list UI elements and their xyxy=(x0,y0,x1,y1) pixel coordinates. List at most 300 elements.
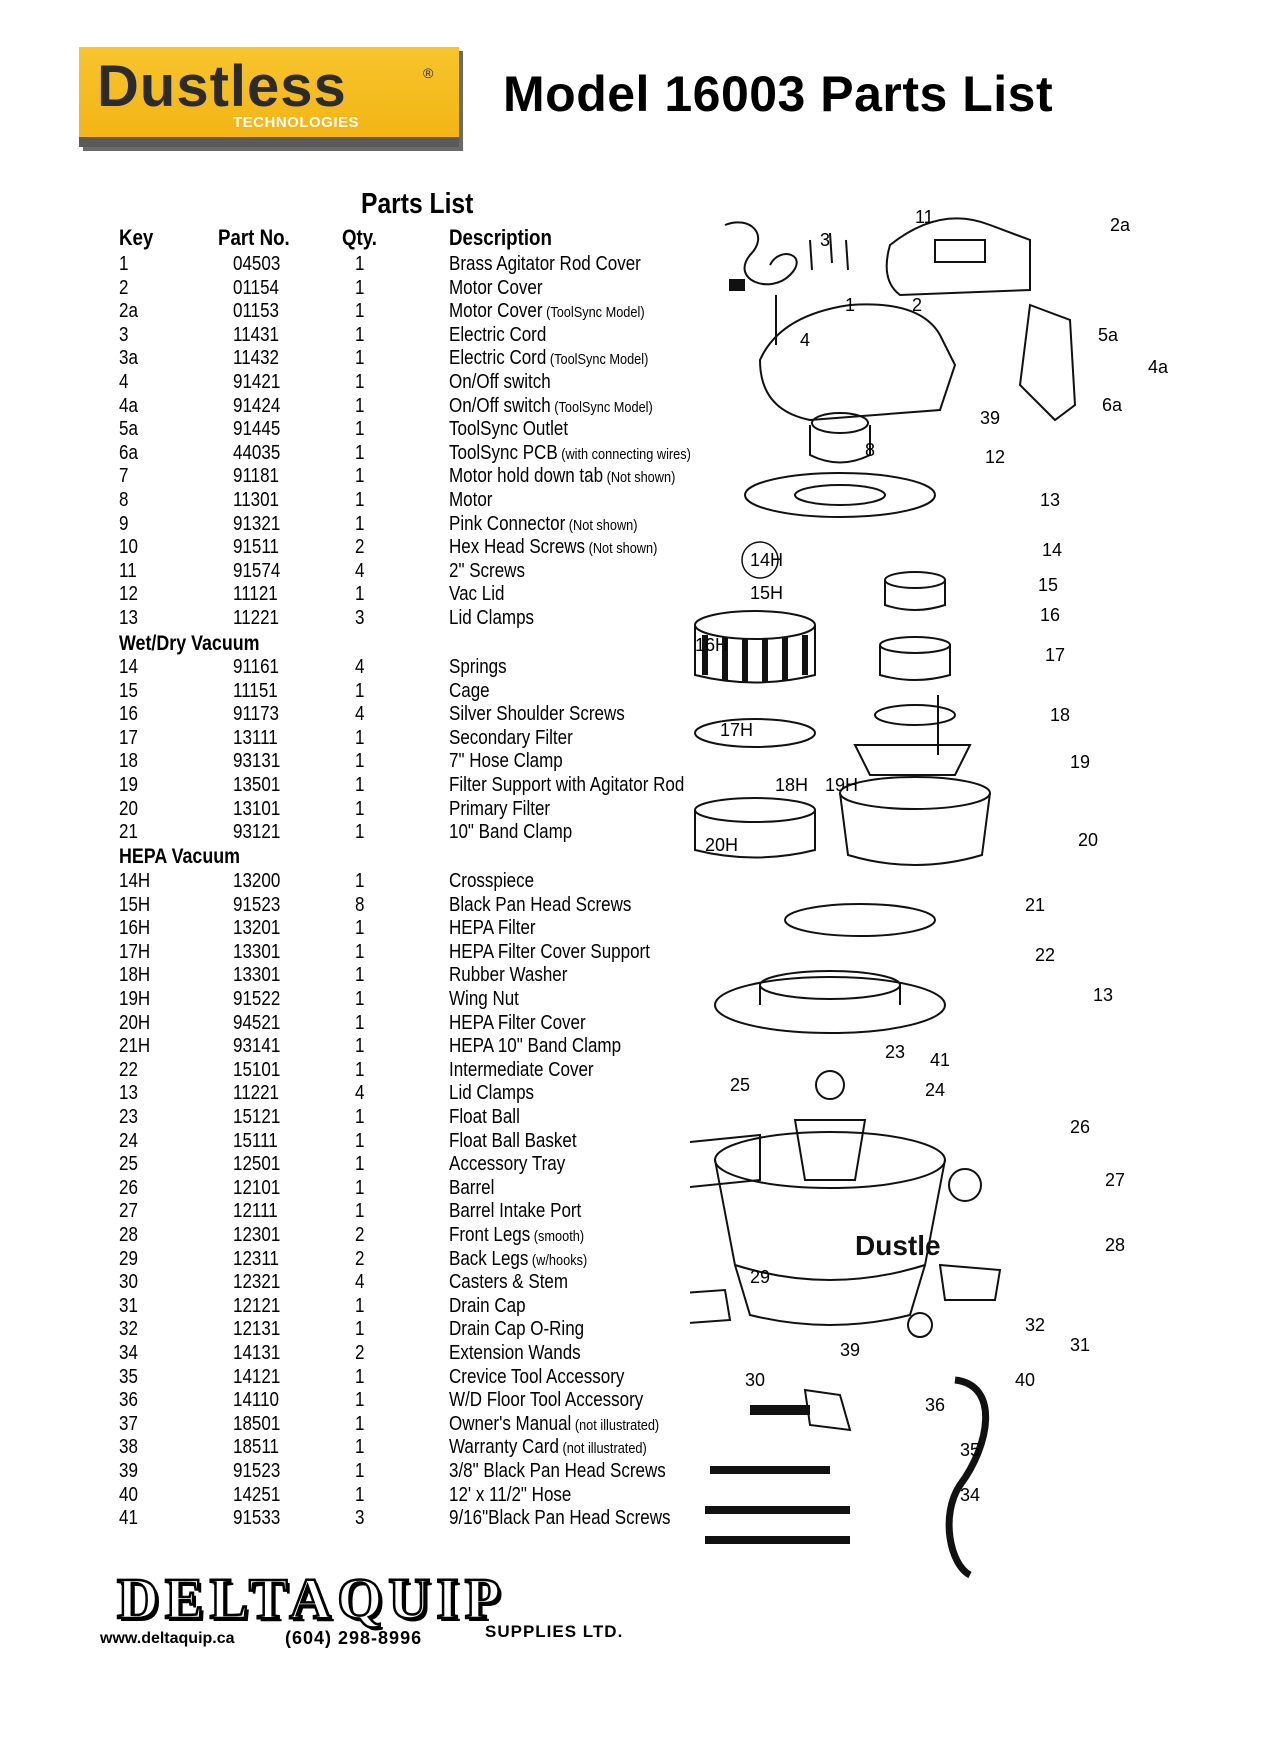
part-description: Motor Cover xyxy=(449,276,543,299)
part-qty: 4 xyxy=(355,703,365,726)
front-leg-drawing xyxy=(940,1265,1000,1300)
table-row xyxy=(0,703,720,726)
part-key: 2 xyxy=(119,276,129,299)
part-qty: 1 xyxy=(355,1389,365,1412)
exploded-parts-diagram xyxy=(690,185,1190,1605)
part-number: 14251 xyxy=(233,1483,281,1506)
callout-label: 12 xyxy=(985,447,1006,467)
table-row xyxy=(0,1153,720,1176)
part-note: (Not shown) xyxy=(603,469,676,487)
part-description: Drain Cap xyxy=(449,1294,526,1317)
part-number: 12111 xyxy=(233,1200,278,1223)
part-description: Pink Connector (Not shown) xyxy=(449,512,638,535)
part-key: 30 xyxy=(119,1271,138,1294)
part-qty: 1 xyxy=(355,1294,365,1317)
part-key: 13 xyxy=(119,607,138,629)
part-number: 14110 xyxy=(233,1389,280,1412)
part-qty: 4 xyxy=(355,656,365,678)
table-row xyxy=(0,1413,720,1436)
part-qty: 3 xyxy=(355,607,365,629)
part-description: Electric Cord (ToolSync Model) xyxy=(449,347,649,370)
intermediate-cover-drawing xyxy=(715,977,945,1033)
table-row xyxy=(0,1484,720,1507)
part-description: Secondary Filter xyxy=(449,726,573,749)
part-description: Float Ball Basket xyxy=(449,1129,577,1152)
part-description: Filter Support with Agitator Rod xyxy=(449,774,685,796)
part-number: 13201 xyxy=(233,917,281,940)
part-description: Float Ball xyxy=(449,1106,520,1128)
part-description: Warranty Card (not illustrated) xyxy=(449,1436,647,1459)
part-number: 91181 xyxy=(233,465,280,488)
deltaquip-subtitle: SUPPLIES LTD. xyxy=(485,1622,624,1641)
part-key: 14 xyxy=(119,656,138,678)
part-description: Electric Cord xyxy=(449,323,547,346)
part-qty: 1 xyxy=(355,870,365,892)
part-number: 12131 xyxy=(233,1318,281,1341)
table-row xyxy=(0,1507,720,1530)
part-description: 2" Screws xyxy=(449,559,525,582)
part-description: Barrel xyxy=(449,1176,495,1199)
part-number: 93121 xyxy=(233,821,281,844)
part-key: 28 xyxy=(119,1224,138,1246)
part-number: 18501 xyxy=(233,1412,281,1435)
part-key: 16 xyxy=(119,703,138,726)
part-qty: 2 xyxy=(355,1342,365,1364)
part-key: 36 xyxy=(119,1389,138,1412)
barrel-logo-text: Dustle xyxy=(855,1230,941,1261)
part-number: 15111 xyxy=(233,1129,278,1152)
callout-label: 17 xyxy=(1045,645,1066,665)
part-qty: 8 xyxy=(355,893,365,916)
part-qty: 1 xyxy=(355,1460,365,1482)
part-note: (not illustrated) xyxy=(571,1416,660,1434)
part-key: 12 xyxy=(119,583,138,606)
part-key: 31 xyxy=(119,1294,138,1317)
table-row xyxy=(0,1389,720,1412)
motor-cover-drawing xyxy=(760,304,955,420)
part-qty: 1 xyxy=(355,1058,365,1081)
column-header-description: Description xyxy=(449,225,552,250)
part-qty: 2 xyxy=(355,1247,365,1270)
part-number: 13301 xyxy=(233,964,281,987)
table-row xyxy=(0,798,720,821)
callout-label: 20H xyxy=(705,835,739,855)
part-key: 5a xyxy=(119,418,138,441)
table-row xyxy=(0,560,720,583)
table-row xyxy=(0,1436,720,1459)
part-number: 13101 xyxy=(233,797,281,820)
part-key: 4 xyxy=(119,371,129,393)
part-description: Hex Head Screws (Not shown) xyxy=(449,536,658,559)
electric-cord-drawing xyxy=(725,222,797,284)
part-key: 27 xyxy=(119,1200,138,1223)
part-qty: 3 xyxy=(355,1507,365,1530)
table-row xyxy=(0,1366,720,1389)
part-note: (Not shown) xyxy=(565,516,638,534)
part-qty: 1 xyxy=(355,323,365,346)
dustless-logo xyxy=(79,47,459,147)
part-number: 18511 xyxy=(233,1436,280,1459)
callout-label: 26 xyxy=(1070,1117,1091,1137)
callout-label: 11 xyxy=(915,207,934,227)
part-qty: 1 xyxy=(355,750,365,773)
toolsync-pcb-drawing xyxy=(1020,305,1075,420)
callout-label: 6a xyxy=(1102,395,1123,415)
part-description: Vac Lid xyxy=(449,583,505,606)
callout-label: 4a xyxy=(1148,357,1169,377)
table-row xyxy=(0,347,720,370)
part-description: Lid Clamps xyxy=(449,607,535,629)
part-qty: 1 xyxy=(355,1176,365,1199)
part-key: 35 xyxy=(119,1365,138,1388)
motor-drawing xyxy=(812,413,868,433)
part-description: Front Legs (smooth) xyxy=(449,1224,585,1246)
part-qty: 1 xyxy=(355,371,365,393)
callout-label: 23 xyxy=(885,1042,906,1062)
part-key: 18H xyxy=(119,964,151,987)
part-qty: 1 xyxy=(355,253,365,275)
callout-label: 18H xyxy=(775,775,809,795)
part-number: 14121 xyxy=(233,1365,281,1388)
part-number: 11221 xyxy=(233,1082,280,1105)
part-number: 11432 xyxy=(233,347,280,370)
part-qty: 1 xyxy=(355,489,365,511)
part-qty: 2 xyxy=(355,536,365,559)
table-row xyxy=(0,418,720,441)
part-number: 12311 xyxy=(233,1247,280,1270)
table-row xyxy=(0,583,720,606)
part-key: 17 xyxy=(119,726,138,749)
part-qty: 1 xyxy=(355,1035,365,1058)
part-number: 11431 xyxy=(233,323,280,346)
callout-label: 24 xyxy=(925,1080,946,1100)
back-leg-drawing xyxy=(690,1290,730,1325)
part-description: Silver Shoulder Screws xyxy=(449,703,625,726)
callout-label: 13 xyxy=(1093,985,1114,1005)
logo-subtitle: TECHNOLOGIES xyxy=(233,114,360,131)
part-number: 01154 xyxy=(233,276,280,299)
part-number: 91421 xyxy=(233,371,281,393)
table-row xyxy=(0,1200,720,1223)
callout-label: 32 xyxy=(1025,1315,1046,1335)
callout-label: 21 xyxy=(1025,895,1046,915)
barrel-intake-drawing xyxy=(949,1169,981,1201)
part-number: 91424 xyxy=(233,394,281,417)
part-key: 4a xyxy=(119,394,138,417)
callout-label: 34 xyxy=(960,1485,981,1505)
callout-label: 35 xyxy=(960,1440,981,1460)
part-qty: 1 xyxy=(355,418,365,441)
part-key: 18 xyxy=(119,750,138,773)
part-number: 91533 xyxy=(233,1507,281,1530)
part-qty: 1 xyxy=(355,1436,365,1459)
part-qty: 1 xyxy=(355,441,365,464)
part-note: (ToolSync Model) xyxy=(546,351,649,369)
part-qty: 1 xyxy=(355,821,365,844)
part-qty: 1 xyxy=(355,347,365,370)
table-row xyxy=(0,1318,720,1341)
table-row xyxy=(0,1082,720,1105)
table-row xyxy=(0,964,720,987)
part-key: 26 xyxy=(119,1176,138,1199)
part-number: 11221 xyxy=(233,607,280,629)
table-row xyxy=(0,465,720,488)
table-row xyxy=(0,1130,720,1153)
part-description: 9/16"Black Pan Head Screws xyxy=(449,1507,671,1530)
table-row xyxy=(0,489,720,512)
part-note: (not illustrated) xyxy=(558,1440,647,1458)
part-key: 29 xyxy=(119,1247,138,1270)
table-row xyxy=(0,277,720,300)
section-heading-hepa: HEPA Vacuum xyxy=(119,845,241,868)
callout-label: 39 xyxy=(840,1340,861,1360)
hose-drawing xyxy=(949,1380,986,1575)
part-number: 13200 xyxy=(233,870,281,892)
part-qty: 1 xyxy=(355,964,365,987)
part-number: 13111 xyxy=(233,726,278,749)
part-number: 91523 xyxy=(233,893,281,916)
table-row xyxy=(0,1224,720,1247)
part-number: 91523 xyxy=(233,1460,281,1482)
column-header-qty: Qty. xyxy=(342,225,377,250)
part-key: 34 xyxy=(119,1342,138,1364)
part-qty: 2 xyxy=(355,1224,365,1246)
part-number: 91522 xyxy=(233,988,281,1010)
callout-label: 36 xyxy=(925,1395,946,1415)
part-description: Motor Cover (ToolSync Model) xyxy=(449,300,645,323)
table-row xyxy=(0,1059,720,1082)
motor-cover-toolsync-drawing xyxy=(887,218,1030,295)
part-description: Black Pan Head Screws xyxy=(449,893,632,916)
table-row xyxy=(0,1295,720,1318)
part-description: Owner's Manual (not illustrated) xyxy=(449,1412,660,1435)
table-row xyxy=(0,727,720,750)
table-row xyxy=(0,894,720,917)
logo-wordmark: Dustless xyxy=(97,54,347,119)
table-row xyxy=(0,253,720,276)
table-row xyxy=(0,1342,720,1365)
table-row xyxy=(0,1271,720,1294)
part-number: 11151 xyxy=(233,679,278,702)
part-key: 13 xyxy=(119,1082,138,1105)
part-key: 10 xyxy=(119,536,138,559)
part-number: 12321 xyxy=(233,1271,281,1294)
part-number: 15121 xyxy=(233,1106,281,1128)
table-row xyxy=(0,300,720,323)
part-key: 2a xyxy=(119,300,138,323)
part-qty: 1 xyxy=(355,300,365,323)
part-qty: 1 xyxy=(355,726,365,749)
table-row xyxy=(0,442,720,465)
part-key: 15H xyxy=(119,893,151,916)
table-row xyxy=(0,988,720,1011)
callout-label: 31 xyxy=(1070,1335,1091,1355)
callout-label: 3 xyxy=(820,230,831,250)
part-description: Motor xyxy=(449,489,493,511)
part-key: 21H xyxy=(119,1035,151,1058)
table-row xyxy=(0,513,720,536)
callout-label: 15H xyxy=(750,583,784,603)
callout-label: 1 xyxy=(845,295,856,315)
callout-label: 29 xyxy=(750,1267,771,1287)
callout-label: 28 xyxy=(1105,1235,1126,1255)
part-description: HEPA 10" Band Clamp xyxy=(449,1035,622,1058)
part-note: (with connecting wires) xyxy=(557,445,691,463)
table-row xyxy=(0,1248,720,1271)
part-qty: 1 xyxy=(355,465,365,488)
part-key: 40 xyxy=(119,1483,138,1506)
part-number: 13501 xyxy=(233,774,281,796)
callout-label: 40 xyxy=(1015,1370,1036,1390)
table-row xyxy=(0,774,720,797)
part-key: 9 xyxy=(119,512,129,535)
float-basket-drawing xyxy=(795,1120,865,1180)
part-description: Primary Filter xyxy=(449,797,551,820)
column-header-key: Key xyxy=(119,225,154,250)
part-description: ToolSync PCB (with connecting wires) xyxy=(449,441,691,464)
table-row xyxy=(0,870,720,893)
vac-lid-drawing xyxy=(745,473,935,517)
part-key: 7 xyxy=(119,465,129,488)
callout-label: 18 xyxy=(1050,705,1071,725)
part-key: 22 xyxy=(119,1058,138,1081)
callout-label: 16H xyxy=(695,635,729,655)
band-clamp-drawing xyxy=(785,904,935,936)
primary-filter-drawing xyxy=(840,777,990,809)
callout-label: 19H xyxy=(825,775,859,795)
part-number: 91511 xyxy=(233,536,280,559)
callout-label: 16 xyxy=(1040,605,1061,625)
callout-label: 30 xyxy=(745,1370,766,1390)
part-key: 24 xyxy=(119,1129,138,1152)
website-link[interactable]: www.deltaquip.ca xyxy=(100,1630,235,1647)
part-key: 32 xyxy=(119,1318,138,1341)
table-row xyxy=(0,1106,720,1129)
part-description: Rubber Washer xyxy=(449,964,568,987)
part-number: 93131 xyxy=(233,750,281,773)
table-row xyxy=(0,536,720,559)
table-row xyxy=(0,1460,720,1483)
part-qty: 4 xyxy=(355,1082,365,1105)
part-description: 12' x 11/2" Hose xyxy=(449,1483,572,1506)
barrel-drawing xyxy=(715,1160,945,1280)
accessory-tray-drawing xyxy=(690,1135,760,1190)
part-qty: 1 xyxy=(355,512,365,535)
part-description: Lid Clamps xyxy=(449,1082,535,1105)
part-key: 23 xyxy=(119,1106,138,1128)
floor-tool-drawing xyxy=(805,1390,850,1430)
callout-label: 2 xyxy=(912,295,923,315)
column-header-part-no: Part No. xyxy=(218,225,290,250)
part-description: Barrel Intake Port xyxy=(449,1200,582,1223)
part-key: 38 xyxy=(119,1436,138,1459)
part-description: Cage xyxy=(449,679,490,702)
part-number: 91445 xyxy=(233,418,281,441)
part-description: Back Legs (w/hooks) xyxy=(449,1247,588,1270)
table-row xyxy=(0,1035,720,1058)
cage-drawing xyxy=(885,572,945,588)
part-description: Wing Nut xyxy=(449,988,519,1010)
part-number: 12301 xyxy=(233,1224,281,1246)
part-key: 16H xyxy=(119,917,151,940)
part-description: 3/8" Black Pan Head Screws xyxy=(449,1460,666,1482)
callout-label: 25 xyxy=(730,1075,751,1095)
callout-label: 39 xyxy=(980,408,1001,428)
part-key: 21 xyxy=(119,821,138,844)
hepa-cover-support-drawing xyxy=(695,719,815,747)
callout-label: 17H xyxy=(720,720,754,740)
table-row xyxy=(0,941,720,964)
part-note: (ToolSync Model) xyxy=(542,304,645,322)
part-qty: 1 xyxy=(355,1106,365,1128)
part-key: 17H xyxy=(119,940,151,963)
table-row xyxy=(0,917,720,940)
part-note: (smooth) xyxy=(530,1228,585,1245)
part-qty: 1 xyxy=(355,276,365,299)
part-qty: 1 xyxy=(355,988,365,1010)
part-key: 3a xyxy=(119,347,138,370)
part-note: (Not shown) xyxy=(585,540,658,558)
part-key: 8 xyxy=(119,489,129,511)
hose-clamp-drawing xyxy=(875,705,955,725)
part-number: 04503 xyxy=(233,253,281,275)
callout-label: 20 xyxy=(1078,830,1099,850)
part-key: 25 xyxy=(119,1153,138,1176)
part-description: ToolSync Outlet xyxy=(449,418,569,441)
part-number: 91321 xyxy=(233,512,281,535)
part-description: Brass Agitator Rod Cover xyxy=(449,253,641,275)
part-key: 37 xyxy=(119,1412,138,1435)
part-description: Casters & Stem xyxy=(449,1271,569,1294)
logo-registered-mark: ® xyxy=(423,65,434,81)
part-number: 91161 xyxy=(233,656,280,678)
table-row xyxy=(0,324,720,347)
part-note: (ToolSync Model) xyxy=(550,398,653,416)
part-description: Intermediate Cover xyxy=(449,1058,594,1081)
part-description: HEPA Filter Cover Support xyxy=(449,940,650,963)
phone-number: (604) 298-8996 xyxy=(285,1628,423,1648)
part-qty: 1 xyxy=(355,1483,365,1506)
part-number: 01153 xyxy=(233,300,280,323)
callout-label: 13 xyxy=(1040,490,1061,510)
part-qty: 1 xyxy=(355,1412,365,1435)
part-qty: 1 xyxy=(355,1011,365,1034)
table-row xyxy=(0,656,720,679)
part-qty: 1 xyxy=(355,917,365,940)
part-qty: 1 xyxy=(355,1153,365,1176)
part-number: 12101 xyxy=(233,1176,281,1199)
part-description: HEPA Filter Cover xyxy=(449,1011,586,1034)
callout-label: 2a xyxy=(1110,215,1131,235)
part-key: 6a xyxy=(119,441,138,464)
part-qty: 1 xyxy=(355,1318,365,1341)
callout-label: 15 xyxy=(1038,575,1059,595)
section-heading-wet-dry: Wet/Dry Vacuum xyxy=(119,632,260,655)
part-number: 91173 xyxy=(233,703,280,726)
drain-cap-drawing xyxy=(908,1313,932,1337)
page-title: Model 16003 Parts List xyxy=(503,66,1054,122)
part-key: 14H xyxy=(119,870,151,892)
callout-label: 8 xyxy=(865,440,876,460)
table-row xyxy=(0,750,720,773)
part-description: Crevice Tool Accessory xyxy=(449,1365,625,1388)
part-number: 12121 xyxy=(233,1294,281,1317)
part-description: On/Off switch xyxy=(449,371,551,393)
filter-support-drawing xyxy=(855,745,970,775)
deltaquip-logo: DELTAQUIP xyxy=(117,1566,507,1631)
part-description: Springs xyxy=(449,656,507,678)
part-description: 7" Hose Clamp xyxy=(449,750,563,773)
